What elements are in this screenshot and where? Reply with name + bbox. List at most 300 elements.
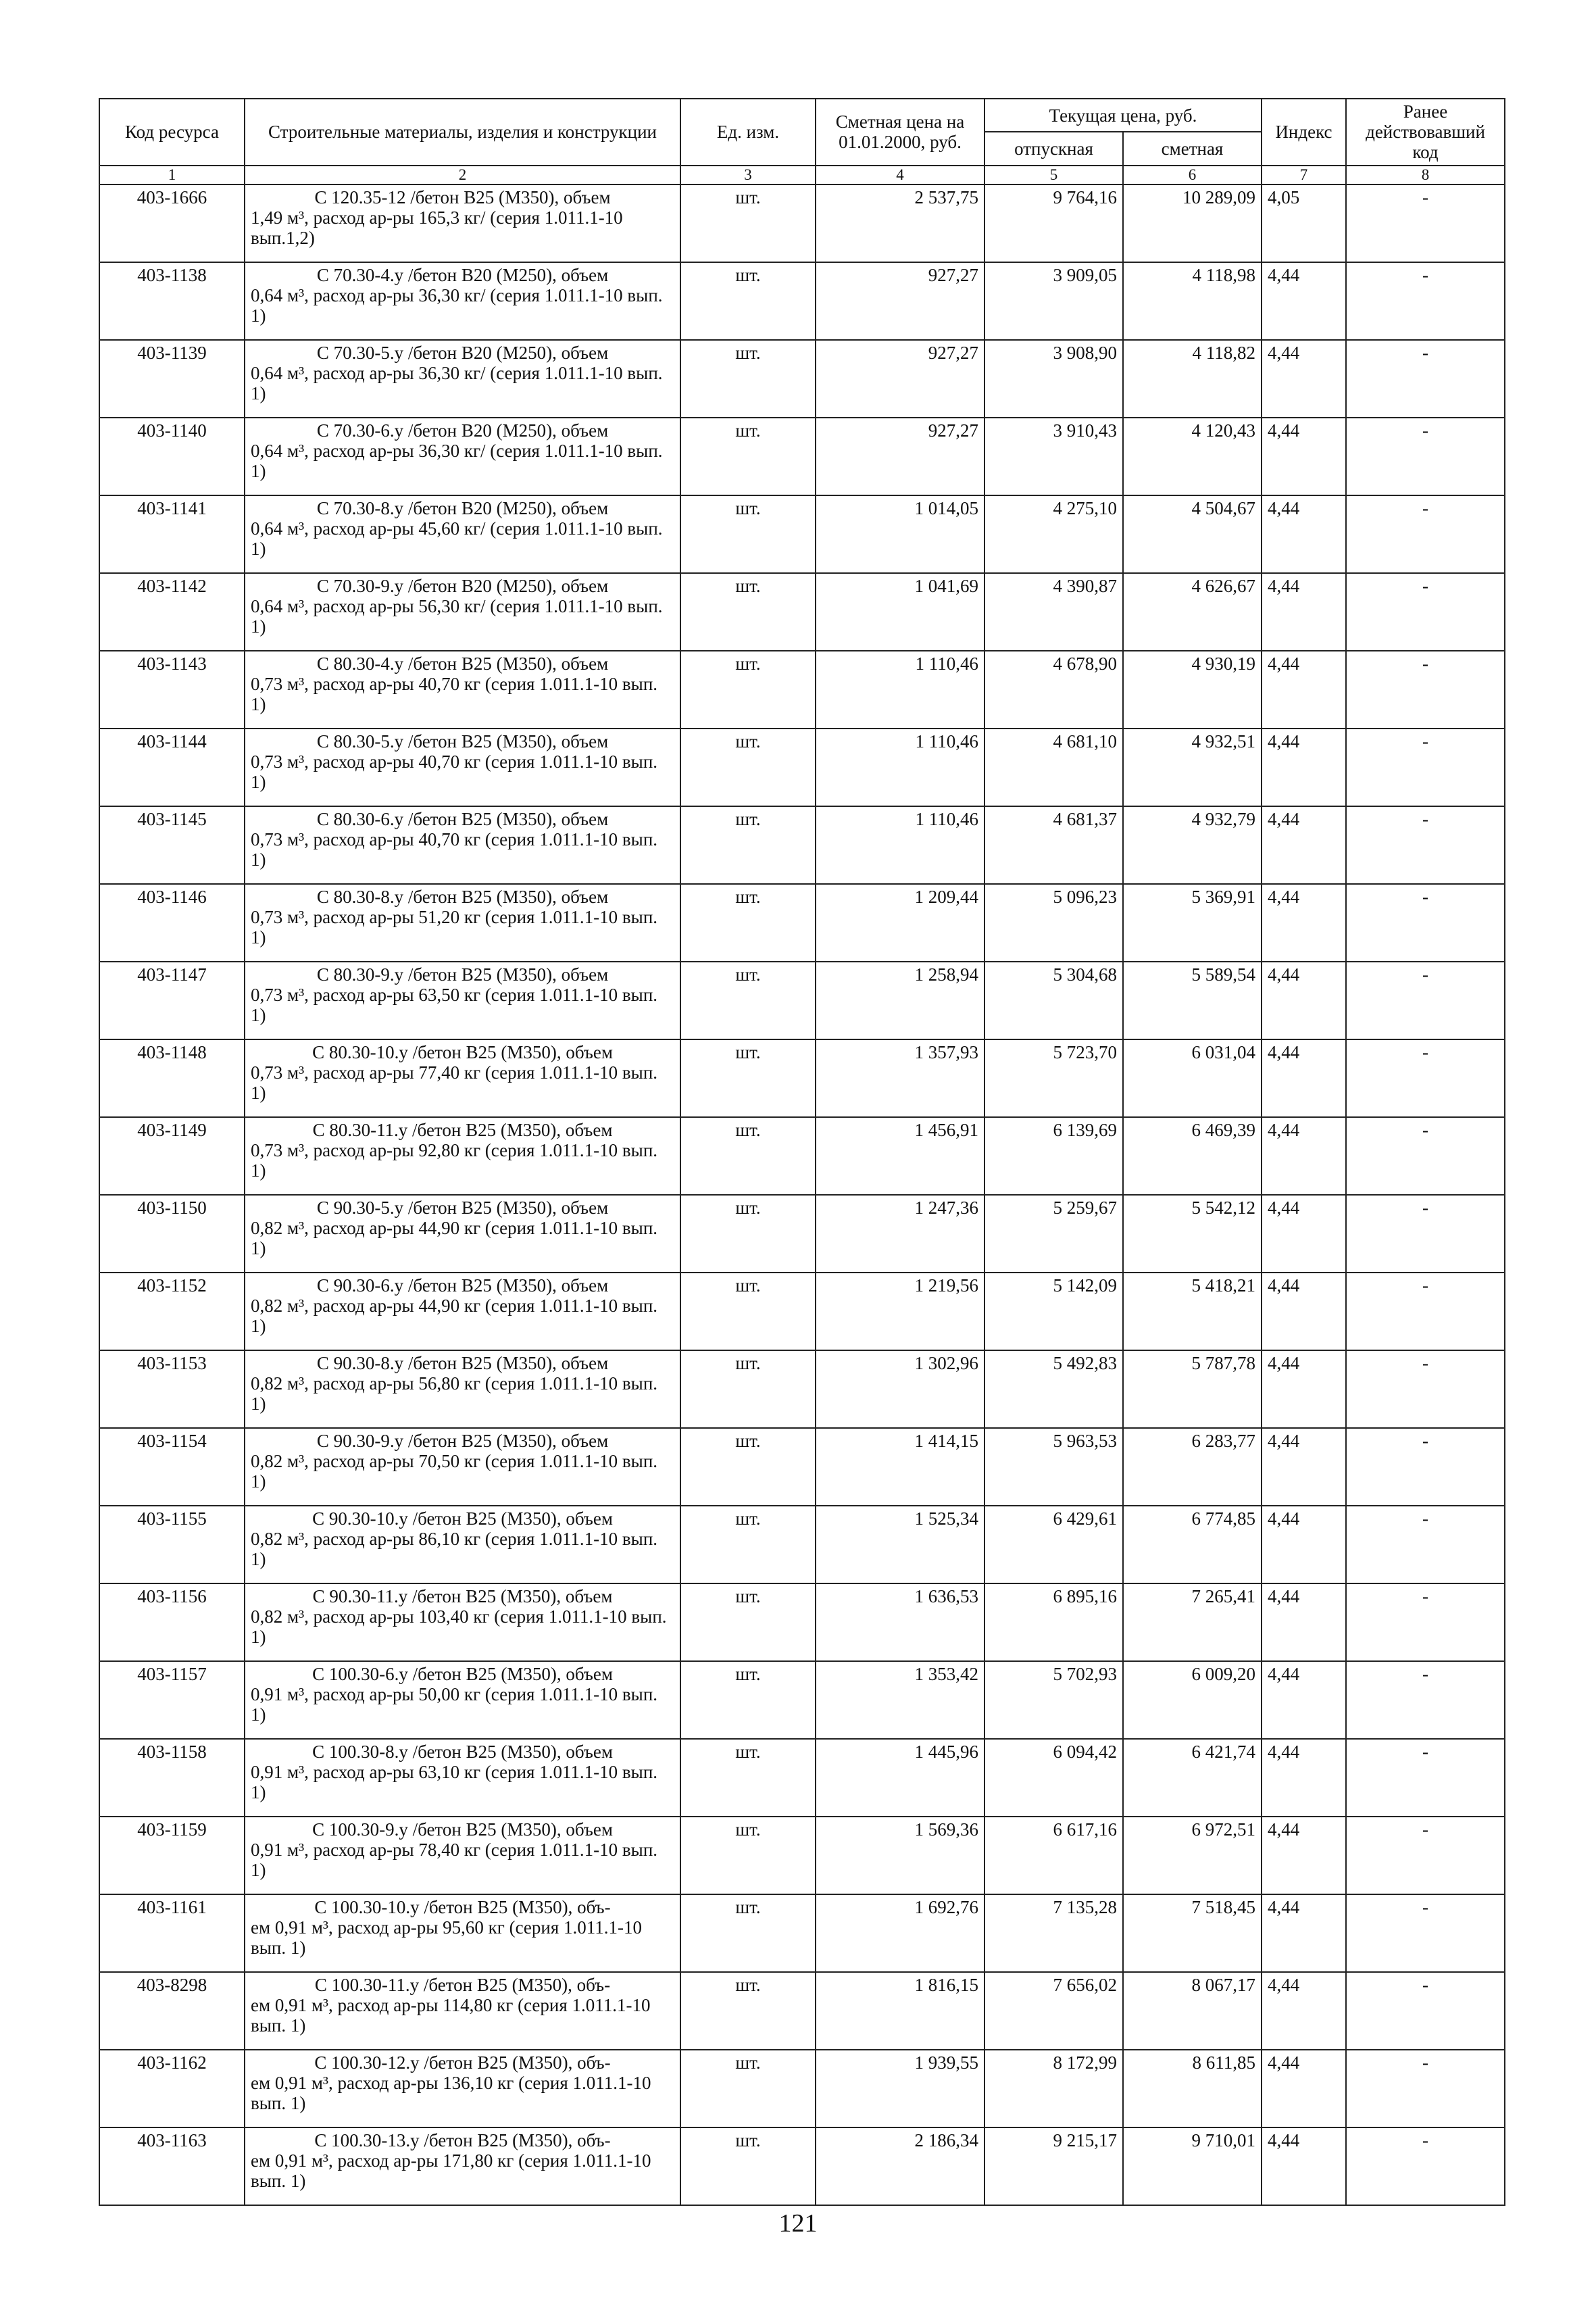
table-row bbox=[99, 2050, 1505, 2127]
material-description bbox=[245, 1273, 680, 1350]
unit: шт. bbox=[680, 262, 816, 340]
unit: шт. bbox=[680, 1739, 816, 1817]
previous-code: - bbox=[1346, 1350, 1505, 1428]
description-line-2: 0,82 м³, расход ар-ры 56,80 кг (серия 1.011.1-10 вып. 1) bbox=[251, 1373, 658, 1414]
estimate-price: 5 418,21 bbox=[1123, 1273, 1262, 1350]
description-line-1: С 100.30-10.у /бетон B25 (M350), объ- bbox=[314, 1896, 611, 1917]
base-price: 1 258,94 bbox=[816, 962, 984, 1039]
previous-code: - bbox=[1346, 573, 1505, 651]
release-price: 5 142,09 bbox=[984, 1273, 1123, 1350]
price-index: 4,44 bbox=[1262, 1506, 1346, 1583]
base-price: 1 357,93 bbox=[816, 1039, 984, 1117]
estimate-price: 8 067,17 bbox=[1123, 1972, 1262, 2050]
header-base-price: Сметная цена на 01.01.2000, руб. bbox=[816, 99, 984, 166]
estimate-price: 9 710,01 bbox=[1123, 2127, 1262, 2205]
table-row bbox=[99, 1273, 1505, 1350]
estimate-price: 6 031,04 bbox=[1123, 1039, 1262, 1117]
description-line-2: 0,64 м³, расход ар-ры 36,30 кг/ (серия 1.011.1-10 вып. 1) bbox=[251, 362, 663, 404]
previous-code: - bbox=[1346, 1506, 1505, 1583]
release-price: 4 275,10 bbox=[984, 495, 1123, 573]
description-line-2: ем 0,91 м³, расход ар-ры 114,80 кг (серия 1.011.1-10 вып. 1) bbox=[251, 1994, 651, 2036]
material-description bbox=[245, 962, 680, 1039]
previous-code: - bbox=[1346, 1972, 1505, 2050]
previous-code: - bbox=[1346, 1273, 1505, 1350]
previous-code: - bbox=[1346, 729, 1505, 806]
material-description bbox=[245, 495, 680, 573]
unit: шт. bbox=[680, 1350, 816, 1428]
description-line-1: С 80.30-4.у /бетон B25 (M350), объем bbox=[316, 653, 609, 674]
release-price: 9 764,16 bbox=[984, 184, 1123, 262]
previous-code: - bbox=[1346, 262, 1505, 340]
price-table bbox=[99, 98, 1505, 2206]
resource-code: 403-1152 bbox=[99, 1273, 245, 1350]
table-row bbox=[99, 884, 1505, 962]
resource-code: 403-1144 bbox=[99, 729, 245, 806]
base-price: 927,27 bbox=[816, 262, 984, 340]
resource-code: 403-1147 bbox=[99, 962, 245, 1039]
unit: шт. bbox=[680, 2127, 816, 2205]
description-line-2: 0,73 м³, расход ар-ры 51,20 кг (серия 1.011.1-10 вып. 1) bbox=[251, 906, 658, 948]
column-number: 7 bbox=[1262, 166, 1346, 184]
description-line-2: 0,64 м³, расход ар-ры 45,60 кг/ (серия 1.011.1-10 вып. 1) bbox=[251, 518, 663, 560]
price-index: 4,05 bbox=[1262, 184, 1346, 262]
table-header bbox=[99, 99, 1505, 184]
description-line-2: 0,82 м³, расход ар-ры 70,50 кг (серия 1.011.1-10 вып. 1) bbox=[251, 1450, 658, 1492]
resource-code: 403-1149 bbox=[99, 1117, 245, 1195]
price-index: 4,44 bbox=[1262, 962, 1346, 1039]
description-line-2: 0,91 м³, расход ар-ры 63,10 кг (серия 1.011.1-10 вып. 1) bbox=[251, 1761, 658, 1803]
description-line-1: С 100.30-12.у /бетон B25 (M350), объ- bbox=[314, 2052, 611, 2073]
table-row bbox=[99, 184, 1505, 262]
description-line-1: С 70.30-6.у /бетон B20 (M250), объем bbox=[316, 420, 609, 441]
price-index: 4,44 bbox=[1262, 806, 1346, 884]
header-release-price: отпускная bbox=[984, 132, 1123, 165]
base-price: 1 247,36 bbox=[816, 1195, 984, 1273]
price-index: 4,44 bbox=[1262, 729, 1346, 806]
table-row bbox=[99, 806, 1505, 884]
material-description bbox=[245, 184, 680, 262]
header-prev-code: Ранее действовавший код bbox=[1346, 99, 1505, 166]
resource-code: 403-1153 bbox=[99, 1350, 245, 1428]
estimate-price: 6 283,77 bbox=[1123, 1428, 1262, 1506]
release-price: 5 492,83 bbox=[984, 1350, 1123, 1428]
unit: шт. bbox=[680, 340, 816, 418]
unit: шт. bbox=[680, 2050, 816, 2127]
release-price: 6 139,69 bbox=[984, 1117, 1123, 1195]
price-index: 4,44 bbox=[1262, 1661, 1346, 1739]
previous-code: - bbox=[1346, 2050, 1505, 2127]
table-body bbox=[99, 184, 1505, 2205]
price-index: 4,44 bbox=[1262, 418, 1346, 495]
previous-code: - bbox=[1346, 806, 1505, 884]
description-line-1: С 90.30-6.у /бетон B25 (M350), объем bbox=[316, 1275, 609, 1296]
price-index: 4,44 bbox=[1262, 1350, 1346, 1428]
base-price: 1 041,69 bbox=[816, 573, 984, 651]
resource-code: 403-1159 bbox=[99, 1817, 245, 1894]
base-price: 1 209,44 bbox=[816, 884, 984, 962]
table-row bbox=[99, 729, 1505, 806]
resource-code: 403-1156 bbox=[99, 1583, 245, 1661]
price-index: 4,44 bbox=[1262, 651, 1346, 729]
resource-code: 403-1155 bbox=[99, 1506, 245, 1583]
price-index: 4,44 bbox=[1262, 1894, 1346, 1972]
description-line-1: С 90.30-10.у /бетон B25 (M350), объем bbox=[312, 1508, 613, 1529]
header-unit: Ед. изм. bbox=[680, 99, 816, 166]
previous-code: - bbox=[1346, 1661, 1505, 1739]
description-line-1: С 100.30-8.у /бетон B25 (M350), объем bbox=[312, 1741, 613, 1762]
release-price: 4 681,10 bbox=[984, 729, 1123, 806]
resource-code: 403-1141 bbox=[99, 495, 245, 573]
material-description bbox=[245, 573, 680, 651]
description-line-2: 0,73 м³, расход ар-ры 40,70 кг (серия 1.011.1-10 вып. 1) bbox=[251, 751, 658, 793]
base-price: 1 692,76 bbox=[816, 1894, 984, 1972]
base-price: 1 445,96 bbox=[816, 1739, 984, 1817]
estimate-price: 6 009,20 bbox=[1123, 1661, 1262, 1739]
unit: шт. bbox=[680, 184, 816, 262]
price-index: 4,44 bbox=[1262, 573, 1346, 651]
material-description bbox=[245, 884, 680, 962]
resource-code: 403-1139 bbox=[99, 340, 245, 418]
material-description bbox=[245, 806, 680, 884]
resource-code: 403-1163 bbox=[99, 2127, 245, 2205]
material-description bbox=[245, 1894, 680, 1972]
table-row bbox=[99, 1039, 1505, 1117]
release-price: 6 617,16 bbox=[984, 1817, 1123, 1894]
table-row bbox=[99, 340, 1505, 418]
base-price: 1 456,91 bbox=[816, 1117, 984, 1195]
previous-code: - bbox=[1346, 418, 1505, 495]
resource-code: 403-1161 bbox=[99, 1894, 245, 1972]
table-row bbox=[99, 1195, 1505, 1273]
resource-code: 403-1148 bbox=[99, 1039, 245, 1117]
price-index: 4,44 bbox=[1262, 495, 1346, 573]
resource-code: 403-1146 bbox=[99, 884, 245, 962]
price-index: 4,44 bbox=[1262, 2050, 1346, 2127]
previous-code: - bbox=[1346, 1739, 1505, 1817]
previous-code: - bbox=[1346, 340, 1505, 418]
price-index: 4,44 bbox=[1262, 1739, 1346, 1817]
release-price: 4 390,87 bbox=[984, 573, 1123, 651]
previous-code: - bbox=[1346, 184, 1505, 262]
description-line-2: 0,82 м³, расход ар-ры 86,10 кг (серия 1.011.1-10 вып. 1) bbox=[251, 1528, 658, 1570]
material-description bbox=[245, 262, 680, 340]
release-price: 5 096,23 bbox=[984, 884, 1123, 962]
price-index: 4,44 bbox=[1262, 1972, 1346, 2050]
previous-code: - bbox=[1346, 1428, 1505, 1506]
previous-code: - bbox=[1346, 1039, 1505, 1117]
unit: шт. bbox=[680, 1817, 816, 1894]
resource-code: 403-8298 bbox=[99, 1972, 245, 2050]
description-line-2: 0,73 м³, расход ар-ры 40,70 кг (серия 1.011.1-10 вып. 1) bbox=[251, 829, 658, 870]
description-line-1: С 100.30-11.у /бетон B25 (M350), объ- bbox=[314, 1974, 611, 1995]
description-line-2: 0,73 м³, расход ар-ры 77,40 кг (серия 1.011.1-10 вып. 1) bbox=[251, 1062, 658, 1104]
previous-code: - bbox=[1346, 2127, 1505, 2205]
description-line-2: 1,49 м³, расход ар-ры 165,3 кг/ (серия 1.011.1-10 вып.1,2) bbox=[251, 207, 623, 249]
unit: шт. bbox=[680, 573, 816, 651]
description-line-1: С 100.30-13.у /бетон B25 (M350), объ- bbox=[314, 2130, 611, 2150]
description-line-1: С 100.30-6.у /бетон B25 (M350), объем bbox=[312, 1663, 613, 1684]
price-index: 4,44 bbox=[1262, 1039, 1346, 1117]
material-description bbox=[245, 1817, 680, 1894]
header-estimate-price: сметная bbox=[1123, 132, 1262, 165]
release-price: 6 895,16 bbox=[984, 1583, 1123, 1661]
description-line-1: С 90.30-8.у /бетон B25 (M350), объем bbox=[316, 1352, 609, 1373]
unit: шт. bbox=[680, 495, 816, 573]
material-description bbox=[245, 1350, 680, 1428]
description-line-2: 0,91 м³, расход ар-ры 78,40 кг (серия 1.011.1-10 вып. 1) bbox=[251, 1839, 658, 1881]
table-row bbox=[99, 1739, 1505, 1817]
base-price: 1 219,56 bbox=[816, 1273, 984, 1350]
column-number-row bbox=[99, 166, 1505, 184]
release-price: 9 215,17 bbox=[984, 2127, 1123, 2205]
material-description bbox=[245, 1506, 680, 1583]
unit: шт. bbox=[680, 1039, 816, 1117]
estimate-price: 6 469,39 bbox=[1123, 1117, 1262, 1195]
estimate-price: 4 120,43 bbox=[1123, 418, 1262, 495]
material-description bbox=[245, 418, 680, 495]
table-row bbox=[99, 1117, 1505, 1195]
estimate-price: 7 518,45 bbox=[1123, 1894, 1262, 1972]
material-description bbox=[245, 1583, 680, 1661]
description-line-1: С 80.30-10.у /бетон B25 (M350), объем bbox=[312, 1041, 613, 1062]
base-price: 1 816,15 bbox=[816, 1972, 984, 2050]
release-price: 5 963,53 bbox=[984, 1428, 1123, 1506]
base-price: 1 414,15 bbox=[816, 1428, 984, 1506]
estimate-price: 4 932,51 bbox=[1123, 729, 1262, 806]
base-price: 1 939,55 bbox=[816, 2050, 984, 2127]
unit: шт. bbox=[680, 418, 816, 495]
resource-code: 403-1666 bbox=[99, 184, 245, 262]
description-line-1: С 90.30-5.у /бетон B25 (M350), объем bbox=[316, 1197, 609, 1218]
material-description bbox=[245, 2127, 680, 2205]
release-price: 6 429,61 bbox=[984, 1506, 1123, 1583]
material-description bbox=[245, 2050, 680, 2127]
table-row bbox=[99, 962, 1505, 1039]
column-number: 4 bbox=[816, 166, 984, 184]
unit: шт. bbox=[680, 1583, 816, 1661]
unit: шт. bbox=[680, 1894, 816, 1972]
unit: шт. bbox=[680, 884, 816, 962]
resource-code: 403-1154 bbox=[99, 1428, 245, 1506]
estimate-price: 6 421,74 bbox=[1123, 1739, 1262, 1817]
description-line-1: С 70.30-8.у /бетон B20 (M250), объем bbox=[316, 497, 609, 518]
base-price: 1 110,46 bbox=[816, 729, 984, 806]
column-number: 3 bbox=[680, 166, 816, 184]
resource-code: 403-1140 bbox=[99, 418, 245, 495]
description-line-2: 0,73 м³, расход ар-ры 63,50 кг (серия 1.011.1-10 вып. 1) bbox=[251, 984, 658, 1026]
unit: шт. bbox=[680, 806, 816, 884]
column-number: 2 bbox=[245, 166, 680, 184]
release-price: 6 094,42 bbox=[984, 1739, 1123, 1817]
description-line-1: С 120.35-12 /бетон B25 (M350), объем bbox=[314, 187, 611, 207]
header-name: Строительные материалы, изделия и конструкции bbox=[245, 99, 680, 166]
resource-code: 403-1150 bbox=[99, 1195, 245, 1273]
estimate-price: 6 972,51 bbox=[1123, 1817, 1262, 1894]
description-line-1: С 70.30-4.у /бетон B20 (M250), объем bbox=[316, 264, 609, 285]
header-index: Индекс bbox=[1262, 99, 1346, 166]
table-row bbox=[99, 573, 1505, 651]
estimate-price: 5 369,91 bbox=[1123, 884, 1262, 962]
previous-code: - bbox=[1346, 651, 1505, 729]
table-row bbox=[99, 1661, 1505, 1739]
resource-code: 403-1157 bbox=[99, 1661, 245, 1739]
unit: шт. bbox=[680, 1428, 816, 1506]
release-price: 8 172,99 bbox=[984, 2050, 1123, 2127]
description-line-1: С 80.30-8.у /бетон B25 (M350), объем bbox=[316, 886, 609, 907]
description-line-1: С 70.30-5.у /бетон B20 (M250), объем bbox=[316, 342, 609, 363]
description-line-2: ем 0,91 м³, расход ар-ры 171,80 кг (серия 1.011.1-10 вып. 1) bbox=[251, 2150, 651, 2192]
column-number: 6 bbox=[1123, 166, 1262, 184]
unit: шт. bbox=[680, 1195, 816, 1273]
estimate-price: 8 611,85 bbox=[1123, 2050, 1262, 2127]
price-index: 4,44 bbox=[1262, 2127, 1346, 2205]
estimate-price: 4 932,79 bbox=[1123, 806, 1262, 884]
previous-code: - bbox=[1346, 962, 1505, 1039]
resource-code: 403-1158 bbox=[99, 1739, 245, 1817]
table-row bbox=[99, 1583, 1505, 1661]
release-price: 3 910,43 bbox=[984, 418, 1123, 495]
price-index: 4,44 bbox=[1262, 1273, 1346, 1350]
estimate-price: 4 504,67 bbox=[1123, 495, 1262, 573]
description-line-1: С 70.30-9.у /бетон B20 (M250), объем bbox=[316, 575, 609, 596]
previous-code: - bbox=[1346, 1195, 1505, 1273]
description-line-2: ем 0,91 м³, расход ар-ры 95,60 кг (серия 1.011.1-10 вып. 1) bbox=[251, 1917, 642, 1959]
unit: шт. bbox=[680, 1506, 816, 1583]
material-description bbox=[245, 1039, 680, 1117]
table-row bbox=[99, 1972, 1505, 2050]
price-index: 4,44 bbox=[1262, 1117, 1346, 1195]
description-line-2: 0,82 м³, расход ар-ры 44,90 кг (серия 1.011.1-10 вып. 1) bbox=[251, 1217, 658, 1259]
estimate-price: 4 118,82 bbox=[1123, 340, 1262, 418]
column-number: 5 bbox=[984, 166, 1123, 184]
release-price: 4 678,90 bbox=[984, 651, 1123, 729]
material-description bbox=[245, 1739, 680, 1817]
table-row bbox=[99, 1817, 1505, 1894]
resource-code: 403-1162 bbox=[99, 2050, 245, 2127]
description-line-1: С 80.30-5.у /бетон B25 (M350), объем bbox=[316, 731, 609, 752]
previous-code: - bbox=[1346, 884, 1505, 962]
description-line-2: 0,82 м³, расход ар-ры 103,40 кг (серия 1.011.1-10 вып. 1) bbox=[251, 1606, 667, 1648]
base-price: 1 110,46 bbox=[816, 806, 984, 884]
description-line-1: С 80.30-11.у /бетон B25 (M350), объем bbox=[312, 1119, 613, 1140]
description-line-1: С 80.30-9.у /бетон B25 (M350), объем bbox=[316, 964, 609, 985]
description-line-2: 0,73 м³, расход ар-ры 40,70 кг (серия 1.011.1-10 вып. 1) bbox=[251, 673, 658, 715]
table-row bbox=[99, 1350, 1505, 1428]
price-index: 4,44 bbox=[1262, 1583, 1346, 1661]
release-price: 5 304,68 bbox=[984, 962, 1123, 1039]
previous-code: - bbox=[1346, 1894, 1505, 1972]
release-price: 3 909,05 bbox=[984, 262, 1123, 340]
table-row bbox=[99, 1428, 1505, 1506]
previous-code: - bbox=[1346, 1583, 1505, 1661]
estimate-price: 5 542,12 bbox=[1123, 1195, 1262, 1273]
unit: шт. bbox=[680, 1972, 816, 2050]
description-line-1: С 90.30-9.у /бетон B25 (M350), объем bbox=[316, 1430, 609, 1451]
description-line-1: С 100.30-9.у /бетон B25 (M350), объем bbox=[312, 1819, 613, 1840]
base-price: 1 110,46 bbox=[816, 651, 984, 729]
previous-code: - bbox=[1346, 1817, 1505, 1894]
release-price: 3 908,90 bbox=[984, 340, 1123, 418]
base-price: 1 636,53 bbox=[816, 1583, 984, 1661]
material-description bbox=[245, 340, 680, 418]
table-row bbox=[99, 1506, 1505, 1583]
price-index: 4,44 bbox=[1262, 1817, 1346, 1894]
table-row bbox=[99, 2127, 1505, 2205]
base-price: 2 537,75 bbox=[816, 184, 984, 262]
description-line-2: 0,64 м³, расход ар-ры 56,30 кг/ (серия 1.011.1-10 вып. 1) bbox=[251, 595, 663, 637]
estimate-price: 5 589,54 bbox=[1123, 962, 1262, 1039]
base-price: 1 014,05 bbox=[816, 495, 984, 573]
material-description bbox=[245, 1972, 680, 2050]
column-number: 1 bbox=[99, 166, 245, 184]
header-current-price: Текущая цена, руб. bbox=[984, 99, 1262, 132]
release-price: 7 656,02 bbox=[984, 1972, 1123, 2050]
unit: шт. bbox=[680, 1661, 816, 1739]
base-price: 2 186,34 bbox=[816, 2127, 984, 2205]
price-index: 4,44 bbox=[1262, 340, 1346, 418]
previous-code: - bbox=[1346, 1117, 1505, 1195]
unit: шт. bbox=[680, 1273, 816, 1350]
base-price: 927,27 bbox=[816, 340, 984, 418]
release-price: 5 702,93 bbox=[984, 1661, 1123, 1739]
release-price: 4 681,37 bbox=[984, 806, 1123, 884]
description-line-2: 0,82 м³, расход ар-ры 44,90 кг (серия 1.011.1-10 вып. 1) bbox=[251, 1295, 658, 1337]
unit: шт. bbox=[680, 1117, 816, 1195]
price-index: 4,44 bbox=[1262, 1428, 1346, 1506]
description-line-2: 0,91 м³, расход ар-ры 50,00 кг (серия 1.011.1-10 вып. 1) bbox=[251, 1683, 658, 1725]
estimate-price: 6 774,85 bbox=[1123, 1506, 1262, 1583]
description-line-1: С 90.30-11.у /бетон B25 (M350), объем bbox=[312, 1585, 613, 1606]
material-description bbox=[245, 729, 680, 806]
unit: шт. bbox=[680, 962, 816, 1039]
material-description bbox=[245, 1117, 680, 1195]
unit: шт. bbox=[680, 729, 816, 806]
header-code: Код ресурса bbox=[99, 99, 245, 166]
material-description bbox=[245, 651, 680, 729]
price-index: 4,44 bbox=[1262, 262, 1346, 340]
estimate-price: 10 289,09 bbox=[1123, 184, 1262, 262]
description-line-2: 0,64 м³, расход ар-ры 36,30 кг/ (серия 1.011.1-10 вып. 1) bbox=[251, 440, 663, 482]
base-price: 1 569,36 bbox=[816, 1817, 984, 1894]
column-number: 8 bbox=[1346, 166, 1505, 184]
description-line-1: С 80.30-6.у /бетон B25 (M350), объем bbox=[316, 808, 609, 829]
estimate-price: 4 118,98 bbox=[1123, 262, 1262, 340]
resource-code: 403-1138 bbox=[99, 262, 245, 340]
previous-code: - bbox=[1346, 495, 1505, 573]
resource-code: 403-1142 bbox=[99, 573, 245, 651]
resource-code: 403-1145 bbox=[99, 806, 245, 884]
estimate-price: 7 265,41 bbox=[1123, 1583, 1262, 1661]
table-row bbox=[99, 495, 1505, 573]
base-price: 1 302,96 bbox=[816, 1350, 984, 1428]
release-price: 5 259,67 bbox=[984, 1195, 1123, 1273]
material-description bbox=[245, 1428, 680, 1506]
description-line-2: 0,73 м³, расход ар-ры 92,80 кг (серия 1.011.1-10 вып. 1) bbox=[251, 1139, 658, 1181]
release-price: 5 723,70 bbox=[984, 1039, 1123, 1117]
unit: шт. bbox=[680, 651, 816, 729]
estimate-price: 4 626,67 bbox=[1123, 573, 1262, 651]
estimate-price: 4 930,19 bbox=[1123, 651, 1262, 729]
price-index: 4,44 bbox=[1262, 884, 1346, 962]
description-line-2: ем 0,91 м³, расход ар-ры 136,10 кг (серия 1.011.1-10 вып. 1) bbox=[251, 2072, 651, 2114]
resource-code: 403-1143 bbox=[99, 651, 245, 729]
page-number: 121 bbox=[778, 2209, 818, 2238]
price-index: 4,44 bbox=[1262, 1195, 1346, 1273]
material-description bbox=[245, 1661, 680, 1739]
table-row bbox=[99, 418, 1505, 495]
material-description bbox=[245, 1195, 680, 1273]
table-row bbox=[99, 1894, 1505, 1972]
